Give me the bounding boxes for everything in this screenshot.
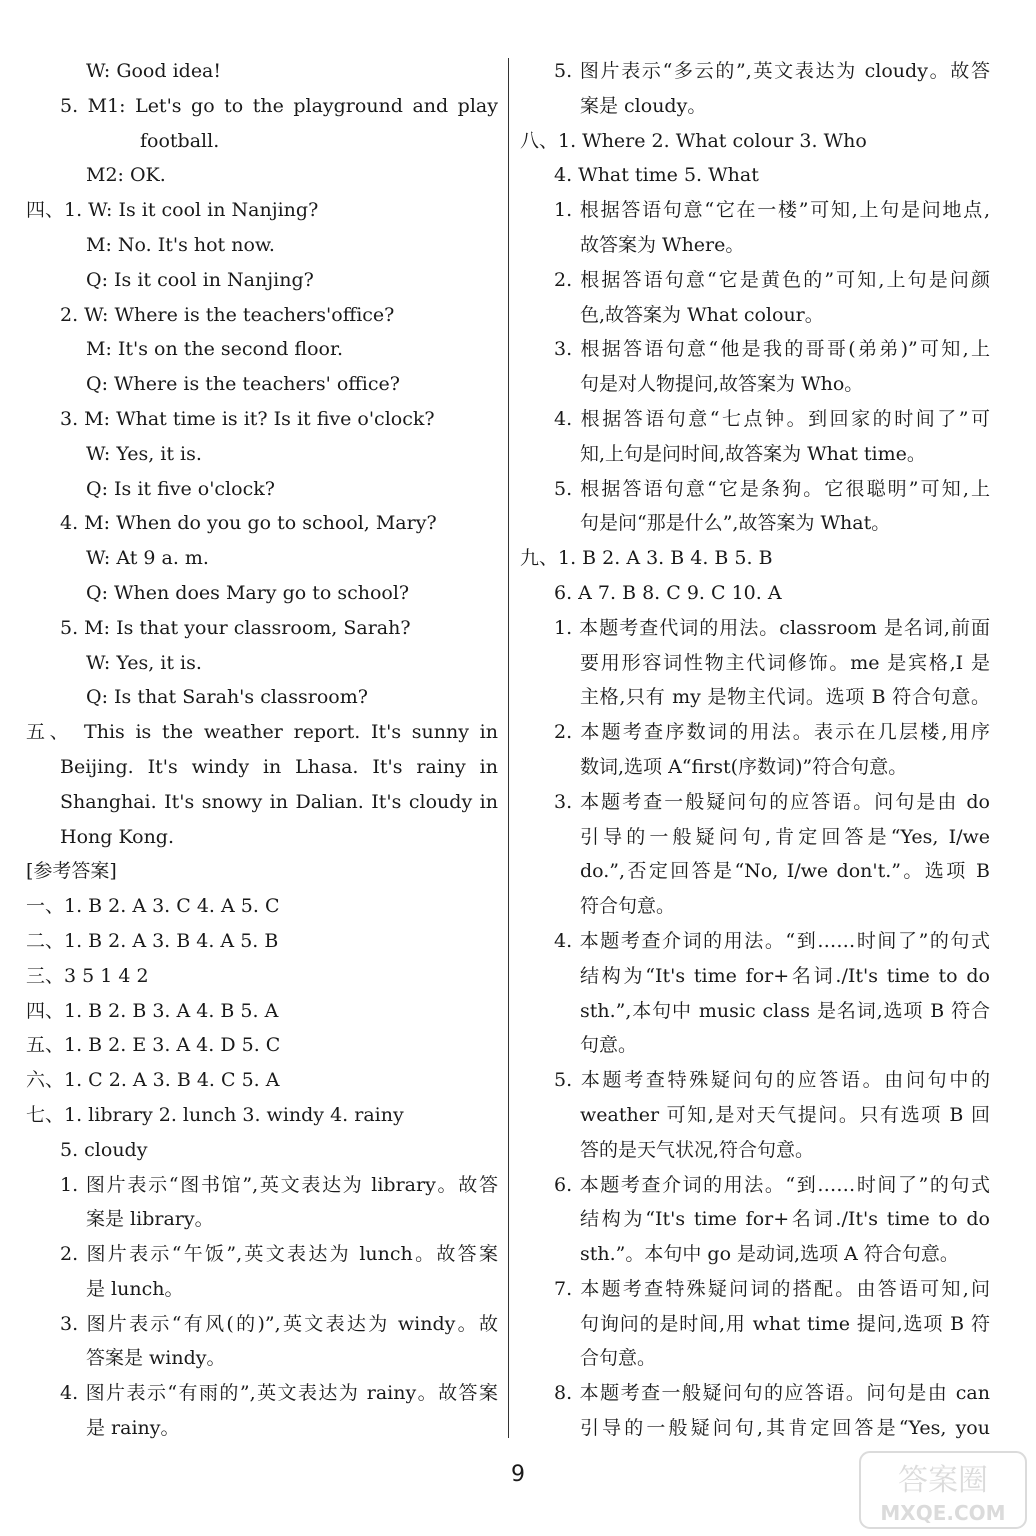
right-line: 8. 本题考查一般疑问句的应答语。问句是由 can: [554, 1382, 990, 1405]
left-line: W: Yes, it is.: [86, 442, 202, 465]
right-line: 6. A 7. B 8. C 9. C 10. A: [554, 581, 782, 604]
right-line: 1. 本题考查代词的用法。classroom 是名词,前面: [554, 616, 990, 639]
left-line: 二、1. B 2. A 3. B 4. A 5. B: [26, 929, 279, 952]
right-line: 答的是天气状况,符合句意。: [580, 1138, 815, 1161]
right-line: 结构为“It's time for+名词./It's time to do: [580, 1208, 990, 1231]
left-line: 五、 This is the weather report. It's sunny in: [26, 721, 498, 744]
right-line: 7. 本题考查特殊疑问词的搭配。由答语可知,问: [554, 1277, 990, 1300]
right-line: sth.”,本句中 music class 是名词,选项 B 符合: [580, 999, 990, 1022]
right-line: do.”,否定回答是“No, I/we don't.”。选项 B: [580, 860, 990, 883]
left-line: 2. 图片表示“午饭”,英文表达为 lunch。故答案: [60, 1243, 498, 1266]
left-line: 案是 library。: [86, 1208, 214, 1231]
left-line: 四、1. B 2. B 3. A 4. B 5. A: [26, 999, 279, 1022]
left-line: 是 lunch。: [86, 1277, 184, 1300]
right-line: 故答案为 Where。: [580, 233, 745, 256]
right-line: 6. 本题考查介词的用法。“到……时间了”的句式: [554, 1173, 990, 1196]
right-line: 八、1. Where 2. What colour 3. Who: [520, 129, 867, 152]
left-line: Q: When does Mary go to school?: [86, 581, 410, 604]
right-line: 主格,只有 my 是物主代词。选项 B 符合句意。: [580, 686, 990, 709]
left-line: 七、1. library 2. lunch 3. windy 4. rainy: [26, 1103, 404, 1126]
right-line: 句意。: [580, 1034, 638, 1057]
watermark-logo: [858, 1450, 1028, 1530]
left-line: 三、3 5 1 4 2: [26, 964, 149, 987]
right-line: 合句意。: [580, 1347, 657, 1370]
watermark-logo-url: MXQE.COM: [880, 1501, 1006, 1525]
right-line: 2. 根据答语句意“它是黄色的”可知,上句是问颜: [554, 268, 990, 291]
left-line: Q: Is it five o'clock?: [86, 477, 275, 500]
left-line: 是 rainy。: [86, 1417, 180, 1440]
right-line: 句询问的是时间,用 what time 提问,选项 B 符: [580, 1312, 990, 1335]
left-line: 3. M: What time is it? Is it five o'clock?: [60, 407, 435, 430]
right-line: 引导的一般疑问句,其肯定回答是“Yes, you: [580, 1417, 990, 1440]
right-line: 4. 本题考查介词的用法。“到……时间了”的句式: [554, 929, 990, 952]
right-line: 九、1. B 2. A 3. B 4. B 5. B: [520, 547, 773, 570]
left-line: 5. cloudy: [60, 1138, 148, 1161]
page-number: 9: [511, 1462, 525, 1487]
left-line: M: No. It's hot now.: [86, 233, 275, 256]
left-line: football.: [140, 129, 220, 152]
right-line: 5. 根据答语句意“它是条狗。它很聪明”可知,上: [554, 477, 990, 500]
left-line: Hong Kong.: [60, 825, 175, 848]
column-divider: [508, 58, 509, 1438]
right-line: 2. 本题考查序数词的用法。表示在几层楼,用序: [554, 721, 990, 744]
left-line: W: Yes, it is.: [86, 651, 202, 674]
right-line: 3. 本题考查一般疑问句的应答语。问句是由 do: [554, 790, 990, 813]
left-line: 四、1. W: Is it cool in Nanjing?: [26, 199, 319, 222]
right-line: weather 可知,是对天气提问。只有选项 B 回: [580, 1103, 990, 1126]
left-line: 六、1. C 2. A 3. B 4. C 5. A: [26, 1069, 280, 1092]
left-line: Beijing. It's windy in Lhasa. It's rainy in: [60, 755, 498, 778]
left-line: 1. 图片表示“图书馆”,英文表达为 library。故答: [60, 1173, 498, 1196]
right-line: sth.”。本句中 go 是动词,选项 A 符合句意。: [580, 1243, 959, 1266]
right-line: 1. 根据答语句意“它在一楼”可知,上句是问地点,: [554, 199, 990, 222]
left-line: W: At 9 a. m.: [86, 547, 209, 570]
right-line: 句是对人物提问,故答案为 Who。: [580, 373, 864, 396]
right-line: 4. 根据答语句意“七点钟。到回家的时间了”可: [554, 407, 990, 430]
left-line: 3. 图片表示“有风(的)”,英文表达为 windy。故: [60, 1312, 498, 1335]
right-line: 色,故答案为 What colour。: [580, 303, 824, 326]
right-line: 案是 cloudy。: [580, 94, 707, 117]
left-line: M: It's on the second floor.: [86, 338, 344, 361]
left-line: M2: OK.: [86, 164, 166, 187]
left-line: 2. W: Where is the teachers'office?: [60, 303, 395, 326]
left-line: Q: Is that Sarah's classroom?: [86, 686, 368, 709]
right-column: [520, 54, 990, 1446]
right-line: 要用形容词性物主代词修饰。me 是宾格,I 是: [580, 651, 990, 674]
left-line: 4. M: When do you go to school, Mary?: [60, 512, 437, 535]
left-line: 一、1. B 2. A 3. C 4. A 5. C: [26, 895, 280, 918]
left-line: Q: Is it cool in Nanjing?: [86, 268, 314, 291]
right-line: 引导的一般疑问句,肯定回答是“Yes, I/we: [580, 825, 990, 848]
right-line: 结构为“It's time for+名词./It's time to do: [580, 964, 990, 987]
right-line: 4. What time 5. What: [554, 164, 759, 187]
left-line: W: Good idea!: [86, 60, 222, 82]
right-line: 知,上句是问时间,故答案为 What time。: [580, 442, 926, 465]
left-line: [参考答案]: [26, 860, 117, 883]
right-line: 句是问“那是什么”,故答案为 What。: [580, 512, 891, 535]
left-line: 4. 图片表示“有雨的”,英文表达为 rainy。故答案: [60, 1382, 498, 1405]
right-line: 符合句意。: [580, 895, 676, 918]
left-line: 答案是 windy。: [86, 1347, 226, 1370]
left-line: Q: Where is the teachers' office?: [86, 373, 400, 396]
right-line: 3. 根据答语句意“他是我的哥哥(弟弟)”可知,上: [554, 338, 990, 361]
right-line: 数词,选项 A“first(序数词)”符合句意。: [580, 755, 908, 778]
right-line: 5. 图片表示“多云的”,英文表达为 cloudy。故答: [554, 60, 990, 82]
left-line: Shanghai. It's snowy in Dalian. It's cloudy in: [60, 790, 498, 813]
left-line: 五、1. B 2. E 3. A 4. D 5. C: [26, 1034, 281, 1057]
left-column: [26, 54, 498, 1446]
watermark-logo-cn: 答案圈: [898, 1463, 988, 1498]
left-line: 5. M1: Let's go to the playground and play: [60, 94, 498, 117]
right-line: 5. 本题考查特殊疑问句的应答语。由问句中的: [554, 1069, 990, 1092]
left-line: 5. M: Is that your classroom, Sarah?: [60, 616, 411, 639]
